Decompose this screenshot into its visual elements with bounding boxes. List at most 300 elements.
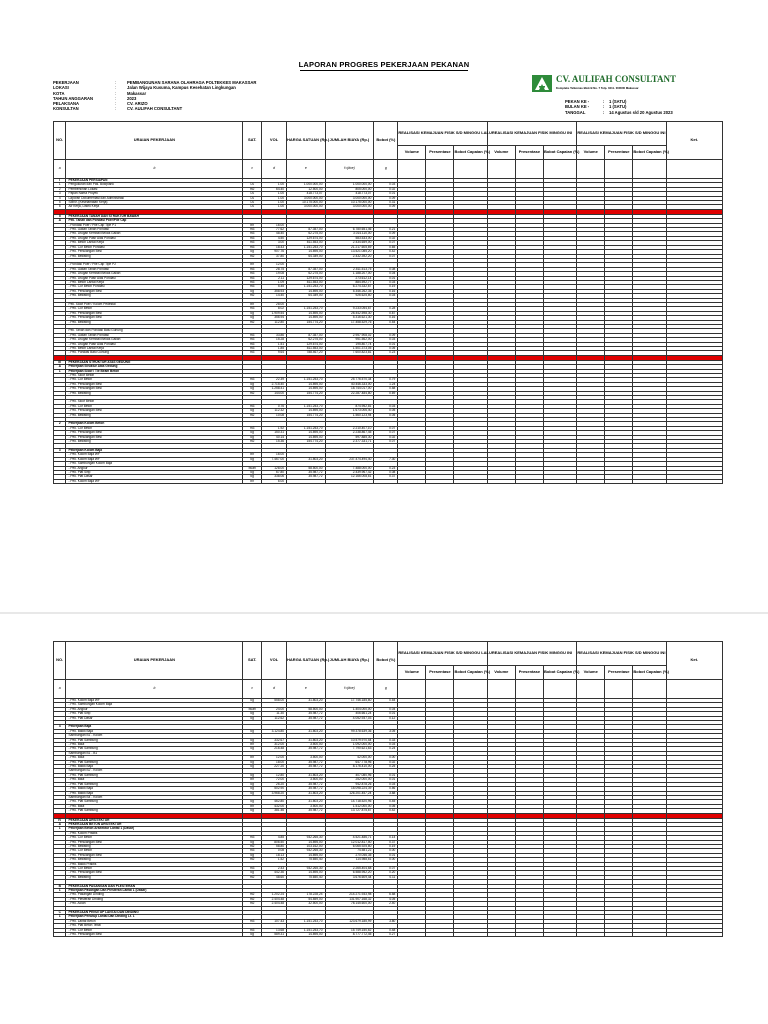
- cell-vol: 1.51: [262, 342, 287, 346]
- cell-harga: 129.674,00: [287, 276, 325, 280]
- cell-harga: 14.895,00: [287, 871, 325, 875]
- cell-desc: - Pek. Penulangan Besi: [66, 840, 243, 844]
- cell-sat: m3: [243, 276, 262, 280]
- index-cell: c: [243, 680, 262, 699]
- cell-desc: Pek. Tanah dan Pondasi Batu Gunung: [66, 329, 243, 333]
- cell-sat: m3: [243, 307, 262, 311]
- cell-vol: 2.404.48: [262, 902, 287, 906]
- cell-jumlah: 17.458.529,76: [325, 320, 374, 324]
- cell-bobot: 0.09: [374, 205, 398, 209]
- cell-vol: 10.08: [262, 413, 287, 417]
- cell-vol: 18.43: [262, 245, 287, 249]
- cell-bobot: 0.54: [374, 320, 398, 324]
- cell-jumlah: 123.679.185,99: [325, 919, 374, 923]
- cell-vol: 1.52: [262, 858, 287, 862]
- cell-desc: Pekerjaan Baja: [66, 725, 243, 729]
- index-cell: [398, 160, 426, 179]
- cell-harga: 62.275,00: [287, 338, 325, 342]
- cell-desc: Air Kerja, Listrik Kerja: [66, 205, 243, 209]
- cell-desc: - Pek. Kolom Baja WF: [66, 453, 243, 457]
- cell-jumlah: 12.166.008,61: [325, 475, 374, 479]
- cell-progress: [633, 933, 666, 937]
- cell-harga: 1.151.253,70: [287, 928, 325, 932]
- cell-no: 1: [54, 827, 66, 831]
- cell-harga: 14.895,00: [287, 289, 325, 293]
- col-header-uraian: URAIAN PEKERJAAN: [66, 122, 243, 160]
- cell-jumlah: 3.676.609,44: [325, 875, 374, 879]
- col-header-persentase: Presentase: [515, 666, 543, 680]
- cell-vol: 2.715.40: [262, 382, 287, 386]
- cell-vol: 7.467.00: [262, 457, 287, 461]
- cell-jumlah: 13.521.085,20: [325, 250, 374, 254]
- cell-jumlah: 1.512.000,00: [325, 804, 374, 808]
- period-row: PEKAN KE - : 1 (SATU): [565, 99, 627, 104]
- cell-vol: 381.46: [262, 809, 287, 813]
- cell-bobot: 7.30: [374, 457, 398, 461]
- cell-desc: PEKERJAAN PASANGAN DAN PLESTERAN: [66, 884, 243, 888]
- cell-harga: 811.553,00: [287, 346, 325, 350]
- cell-vol: 18.00: [262, 760, 287, 764]
- cell-vol: 2.11: [262, 276, 287, 280]
- cell-jumlah: 2.210.407,10: [325, 426, 374, 430]
- col-header-bobot-capaian: Bobot Capaian (%): [454, 146, 487, 160]
- table-row: [54, 933, 723, 937]
- cell-sat: kg: [243, 289, 262, 293]
- cell-bobot: 0.37: [374, 475, 398, 479]
- cell-bobot: 0.04: [374, 272, 398, 276]
- cell-jumlah: 2.511.513,75: [325, 267, 374, 271]
- col-header-lalu: REALISASI KEMAJUAN FISIK S/D MINGGU LALU: [398, 642, 487, 666]
- cell-no: 6: [54, 205, 66, 209]
- cell-sat: Ls: [243, 192, 262, 196]
- info-row: LOKASI : Jalan Wijaya Kusuma, Kampus Kesehatan Lingkungan: [53, 85, 236, 91]
- cell-vol: 150.31: [262, 431, 287, 435]
- col-header-bobot-capaian: Bobot Capaian (%): [633, 666, 666, 680]
- cell-vol: 0.76: [262, 404, 287, 408]
- index-cell: g: [374, 680, 398, 699]
- cell-bobot: 0.16: [374, 289, 398, 293]
- cell-jumlah: 3.014.110,00: [325, 232, 374, 236]
- cell-progress: [398, 933, 426, 937]
- cell-harga: 14.895,00: [287, 387, 325, 391]
- cell-bobot: 2.40: [374, 902, 398, 906]
- cell-sat: kg: [243, 470, 262, 474]
- cell-desc: - Pek. Balok Praktis: [66, 862, 243, 866]
- cell-jumlah: 10.175.000,00: [325, 201, 374, 205]
- cell-jumlah: 25.776.570,34: [325, 378, 374, 382]
- cell-bobot: 0.04: [374, 707, 398, 711]
- cell-harga: 14.895,00: [287, 853, 325, 857]
- col-header-bobot-capaian: Bobot Capaian (%): [633, 146, 666, 160]
- cell-vol: 28.75: [262, 267, 287, 271]
- cell-desc: - Pek. Urugan Kembali Bekas Galian: [66, 232, 243, 236]
- cell-desc: PEKERJAAN STRUKTUR ATAS GEDUNG: [66, 360, 243, 364]
- cell-bobot: 0.28: [374, 307, 398, 311]
- cell-vol: 0.08: [262, 849, 287, 853]
- cell-sat: m2: [243, 187, 262, 191]
- cell-vol: 806.50: [262, 840, 287, 844]
- cell-harga: 103.162,00: [287, 844, 325, 848]
- index-cell: [426, 680, 454, 699]
- cell-harga: 75.650,40: [287, 858, 325, 862]
- cell-vol: 28.00: [262, 302, 287, 306]
- cell-harga: 62.275,00: [287, 272, 325, 276]
- cell-sat: kg: [243, 765, 262, 769]
- col-header-volume: Volume: [398, 666, 426, 680]
- cell-desc: - Pek. Plat Sambung: [66, 800, 243, 804]
- cell-harga: 932.265,30: [287, 849, 325, 853]
- cell-vol: 1.00: [262, 205, 287, 209]
- cell-harga: 14.895,00: [287, 311, 325, 315]
- cell-bobot: 0.03: [374, 183, 398, 187]
- info-row: KOTA : Makassar: [53, 90, 147, 96]
- cell-desc: SMKK (Keselamatan Kerja): [66, 201, 243, 205]
- cell-harga: 811.553,00: [287, 280, 325, 284]
- cell-sat: m3: [243, 232, 262, 236]
- cell-desc: - Pek. Cor Beton: [66, 404, 243, 408]
- cell-jumlah: 4.521.486,71: [325, 836, 374, 840]
- cell-jumlah: 926.625,60: [325, 294, 374, 298]
- cell-vol: 12.00: [262, 263, 287, 267]
- cell-sat: Ls: [243, 205, 262, 209]
- cell-bobot: 0.05: [374, 346, 398, 350]
- cell-bobot: 0.07: [374, 431, 398, 435]
- col-header-sd-ini: REALISASI KEMAJUAN FISIK S/D MINGGU INI: [577, 642, 666, 666]
- info-row: KONSULTAN : CV. AULIFAH CONSULTANT: [53, 106, 183, 112]
- cell-desc: - Pek. Baut: [66, 756, 243, 760]
- cell-no: C: [54, 911, 66, 915]
- period-info: [565, 99, 673, 115]
- cell-desc: - Pek. Beton Lantai Kerja: [66, 346, 243, 350]
- cell-vol: 24.00: [262, 707, 287, 711]
- cell-desc: - Pek. Urugan Pasir Alas Pondasi: [66, 236, 243, 240]
- cell-vol: 19.08: [262, 272, 287, 276]
- col-header-ket: Ket.: [666, 642, 722, 680]
- index-cell: e: [287, 160, 325, 179]
- cell-desc: - Pek. Balok Baja: [66, 729, 243, 733]
- cell-sat: kg: [243, 871, 262, 875]
- cell-jumlah: 2.265.404,68: [325, 867, 374, 871]
- cell-harga: 12.500,00: [287, 187, 325, 191]
- cell-vol: 442.36: [262, 871, 287, 875]
- cell-desc: - Pek. Kolom Praktis: [66, 831, 243, 835]
- cell-sat: kg: [243, 787, 262, 791]
- cell-bobot: 0.07: [374, 254, 398, 258]
- cell-desc: PEKERJAAN PENUTUP LANTAI DAN DINDING: [66, 911, 243, 915]
- cell-no: [54, 479, 66, 483]
- cell-vol: 16.00: [262, 453, 287, 457]
- cell-jumlah: 18.744.017,00: [325, 387, 374, 391]
- cell-harga: 35.987,72: [287, 787, 325, 791]
- cell-harga: 1.151.253,70: [287, 426, 325, 430]
- cell-harga: 788.467,20: [287, 351, 325, 355]
- cell-sat: kg: [243, 699, 262, 703]
- cell-desc: Pekerjaan Beton Arsitektur Lantai 1 (Dasar): [66, 827, 243, 831]
- cell-harga: 1.000.000,00: [287, 183, 325, 187]
- cell-desc: - Pek. Penulangan Besi: [66, 316, 243, 320]
- cell-desc: PEKERJAAN PERSIAPAN: [66, 179, 243, 183]
- cell-bobot: 0.01: [374, 712, 398, 716]
- cell-vol: 1.85: [262, 346, 287, 350]
- cell-jumlah: 126.201.457,24: [325, 791, 374, 795]
- cell-progress: [487, 933, 515, 937]
- cell-no: 4: [54, 725, 66, 729]
- cell-vol: 112.62: [262, 716, 287, 720]
- cell-vol: 1.00: [262, 196, 287, 200]
- cell-harga: 87.357,00: [287, 333, 325, 337]
- cell-sat: m3: [243, 241, 262, 245]
- cell-desc: - Pek. Plat Sambung: [66, 773, 243, 777]
- cell-harga: 31.803,20: [287, 773, 325, 777]
- cell-vol: 2.43: [262, 867, 287, 871]
- cell-bobot: 0.19: [374, 285, 398, 289]
- cell-sat: m3: [243, 272, 262, 276]
- cell-sat: buah: [243, 466, 262, 470]
- cell-bobot: 0.11: [374, 875, 398, 879]
- cell-vol: 112.80: [262, 320, 287, 324]
- index-cell: [454, 160, 487, 179]
- cell-bobot: [374, 479, 398, 483]
- cell-sat: m2: [243, 902, 262, 906]
- index-cell: a: [54, 680, 66, 699]
- cell-desc: - Pek. Cor Beton: [66, 849, 243, 853]
- cell-jumlah: 74.581,22: [325, 849, 374, 853]
- cell-progress: [633, 479, 666, 483]
- cell-jumlah: 273.612,14: [325, 276, 374, 280]
- cell-no: III: [54, 360, 66, 364]
- cell-progress: [666, 933, 722, 937]
- cell-jumlah: 10.579.970,54: [325, 738, 374, 742]
- cell-sat: m2: [243, 844, 262, 848]
- cell-vol: 72.00: [262, 778, 287, 782]
- cell-harga: 14.895,00: [287, 409, 325, 413]
- cell-vol: 907.76: [262, 250, 287, 254]
- cell-jumlah: [325, 479, 374, 483]
- col-header-bobot: Bobot (%): [374, 642, 398, 680]
- cell-jumlah: 40.446.333,00: [325, 382, 374, 386]
- cell-sat: m3: [243, 426, 262, 430]
- cell-vol: 558.00: [262, 699, 287, 703]
- cell-vol: 1.00: [262, 201, 287, 205]
- cell-desc: - Pek. Plat Sirip: [66, 712, 243, 716]
- cell-desc: - Pek. Plat Sambung: [66, 782, 243, 786]
- index-cell: [515, 160, 543, 179]
- cell-bobot: 0.07: [374, 867, 398, 871]
- cell-progress: [577, 933, 605, 937]
- cell-desc: - Pek. Plat Sambung: [66, 809, 243, 813]
- cell-jumlah: 78.145.600,00: [325, 902, 374, 906]
- cell-sat: m3: [243, 280, 262, 284]
- index-cell: [577, 160, 605, 179]
- cell-harga: 154.774,20: [287, 413, 325, 417]
- cell-sat: bh: [243, 743, 262, 747]
- cell-vol: 1.00: [262, 183, 287, 187]
- cell-jumlah: 407.080,96: [325, 773, 374, 777]
- cell-vol: 462.80: [262, 800, 287, 804]
- cell-sat: kg: [243, 840, 262, 844]
- cell-sat: m3: [243, 236, 262, 240]
- cell-progress: [605, 479, 633, 483]
- cell-desc: - Pek. Plat Sirip: [66, 470, 243, 474]
- cell-bobot: 0.08: [374, 267, 398, 271]
- col-header-no: NO.: [54, 642, 66, 680]
- cell-harga: 14.895,00: [287, 435, 325, 439]
- cell-bobot: 0.02: [374, 236, 398, 240]
- cell-desc: Pekerjaan Struktur Atas Gedung: [66, 365, 243, 369]
- cell-no: A: [54, 822, 66, 826]
- cell-harga: 3.000.000,00: [287, 196, 325, 200]
- index-cell: [666, 680, 722, 699]
- cell-sat: kg: [243, 435, 262, 439]
- cell-progress: [515, 479, 543, 483]
- cell-vol: 2.404.48: [262, 897, 287, 901]
- cell-vol: 15.36: [262, 440, 287, 444]
- cell-harga: 154.774,20: [287, 440, 325, 444]
- cell-desc: - Pek. Plat Dasar: [66, 475, 243, 479]
- cell-harga: 35.987,72: [287, 760, 325, 764]
- cell-sat: kg: [243, 387, 262, 391]
- cell-vol: 1.202.24: [262, 893, 287, 897]
- cell-progress: [666, 479, 722, 483]
- cell-desc: - Pek. Penulangan Besi: [66, 435, 243, 439]
- cell-bobot: 0.42: [374, 250, 398, 254]
- cell-bobot: 0.07: [374, 241, 398, 245]
- cell-desc: - Pek. Bekisting: [66, 391, 243, 395]
- cell-sat: m3: [243, 351, 262, 355]
- cell-sat: kg: [243, 409, 262, 413]
- cell-desc: - Pek. Balok Baja: [66, 791, 243, 795]
- cell-desc: - Pek. Plat Dasar: [66, 716, 243, 720]
- cell-vol: 8.02: [262, 307, 287, 311]
- cell-desc: - Pek. Beton Lantai Kerja: [66, 280, 243, 284]
- cell-jumlah: 15.749.150,62: [325, 928, 374, 932]
- cell-sat: bh: [243, 778, 262, 782]
- col-header-persentase: Presentase: [426, 666, 454, 680]
- cell-bobot: 0.00: [374, 858, 398, 862]
- cell-sat: m3: [243, 267, 262, 271]
- cell-jumlah: 13.727.875,67: [325, 809, 374, 813]
- cell-desc: - Pek. Cor Beton: [66, 378, 243, 382]
- cell-vol: 13.68: [262, 928, 287, 932]
- cell-bobot: 0.07: [374, 440, 398, 444]
- col-header-bobot: Bobot (%): [374, 122, 398, 160]
- cell-jumlah: 647.778,96: [325, 760, 374, 764]
- cell-jumlah: 406.661,24: [325, 712, 374, 716]
- cell-desc: PEKERJAAN ARSITEKTUR: [66, 818, 243, 822]
- cell-jumlah: 214.271.933,98: [325, 893, 374, 897]
- cell-desc: - Pek. Plesteran Dinding: [66, 897, 243, 901]
- cell-vol: 12.00: [262, 756, 287, 760]
- cell-bobot: 0.12: [374, 716, 398, 720]
- cell-vol: 67.80: [262, 470, 287, 474]
- index-cell: d: [262, 680, 287, 699]
- index-cell: f=(dxe): [325, 160, 374, 179]
- cell-vol: 4.85: [262, 836, 287, 840]
- cell-desc: - Pondasi Poer / Pile Cap Tipe P2: [66, 263, 243, 267]
- col-header-ini: REALISASI KEMAJUAN FISIK MINGGU INI: [487, 122, 576, 146]
- cell-vol: 40.14: [262, 435, 287, 439]
- cell-desc: Pembersihan Lokasi: [66, 187, 243, 191]
- index-cell: [515, 680, 543, 699]
- cell-bobot: 0.37: [374, 840, 398, 844]
- cell-bobot: 0.79: [374, 378, 398, 382]
- cell-sat: bh: [243, 263, 262, 267]
- cell-desc: - Pek. Plat Sambung: [66, 747, 243, 751]
- cell-vol: 48.40: [262, 232, 287, 236]
- cell-no: 1: [54, 915, 66, 919]
- consultant-address: Kompleks Telkomas Blok B No. 7 Telp. 0411- 000000 Makassar: [556, 86, 639, 90]
- col-header-vol: VOL: [262, 642, 287, 680]
- cell-sat: kg: [243, 760, 262, 764]
- cell-bobot: 0.05: [374, 413, 398, 417]
- cell-jumlah: 1.673.006,40: [325, 409, 374, 413]
- cell-jumlah: 1.092.000,00: [325, 743, 374, 747]
- cell-jumlah: 1.501.373,05: [325, 346, 374, 350]
- progress-table: [53, 121, 723, 484]
- cell-harga: 35.987,72: [287, 809, 325, 813]
- cell-jumlah: 3.000.000,00: [325, 196, 374, 200]
- cell-bobot: 0.65: [374, 245, 398, 249]
- cell-bobot: 0.48: [374, 928, 398, 932]
- col-header-harga: HARGA SATUAN (Rp.): [287, 642, 325, 680]
- cell-harga: 14.895,00: [287, 250, 325, 254]
- cell-harga: 35.987,72: [287, 470, 325, 474]
- cell-desc: - Pek. Kolom Baja WF: [66, 699, 243, 703]
- cell-sat: m3: [243, 836, 262, 840]
- col-header-volume: Volume: [487, 146, 515, 160]
- cell-desc: - Pek. Urugan Pasir Alas Pondasi: [66, 342, 243, 346]
- table-row: [54, 479, 723, 483]
- cell-jumlah: 1.560.123,94: [325, 413, 374, 417]
- cell-desc: - Pek. Sloof Beton: [66, 374, 243, 378]
- cell-jumlah: 5.316.621,30: [325, 316, 374, 320]
- cell-vol: 216.48: [262, 747, 287, 751]
- index-cell: [666, 160, 722, 179]
- cell-harga: 10.175.000,00: [287, 201, 325, 205]
- cell-jumlah: 114.988,61: [325, 858, 374, 862]
- cell-harga: 129.674,00: [287, 342, 325, 346]
- cell-bobot: 0.03: [374, 404, 398, 408]
- cell-bobot: 0.24: [374, 747, 398, 751]
- cell-sat: kg: [243, 800, 262, 804]
- cell-harga: 1.151.253,70: [287, 404, 325, 408]
- cell-desc: - Pek. Plat Sambung: [66, 760, 243, 764]
- cell-jumlah: 418.773,07: [325, 192, 374, 196]
- cell-vol: 227.20: [262, 765, 287, 769]
- cell-desc: - Pek. Kolom Baja WF: [66, 479, 243, 483]
- cell-sat: m3: [243, 919, 262, 923]
- cell-sat: Ls: [243, 201, 262, 205]
- cell-vol: 1.92: [262, 426, 287, 430]
- cell-jumlah: 6.588.952,20: [325, 871, 374, 875]
- cell-no: 3: [54, 192, 66, 196]
- cell-desc: PEKERJAAN TANAH DAN STRUKTUR BAWAH: [66, 214, 243, 218]
- cell-jumlah: 17.746.185,60: [325, 699, 374, 703]
- index-cell: [398, 680, 426, 699]
- report-title: LAPORAN PROGRES PEKERJAAN PEKANAN: [298, 60, 470, 69]
- cell-desc: - Pek. Baut: [66, 804, 243, 808]
- cell-sat: m3: [243, 333, 262, 337]
- index-cell: c: [243, 160, 262, 179]
- cell-progress: [454, 933, 487, 937]
- cell-bobot: 0.03: [374, 782, 398, 786]
- cell-harga: 35.987,72: [287, 765, 325, 769]
- cell-bobot: 0.01: [374, 778, 398, 782]
- cell-bobot: 0.02: [374, 187, 398, 191]
- cell-no: 1: [54, 183, 66, 187]
- cell-harga: 3.500,00: [287, 743, 325, 747]
- cell-sat: m2: [243, 440, 262, 444]
